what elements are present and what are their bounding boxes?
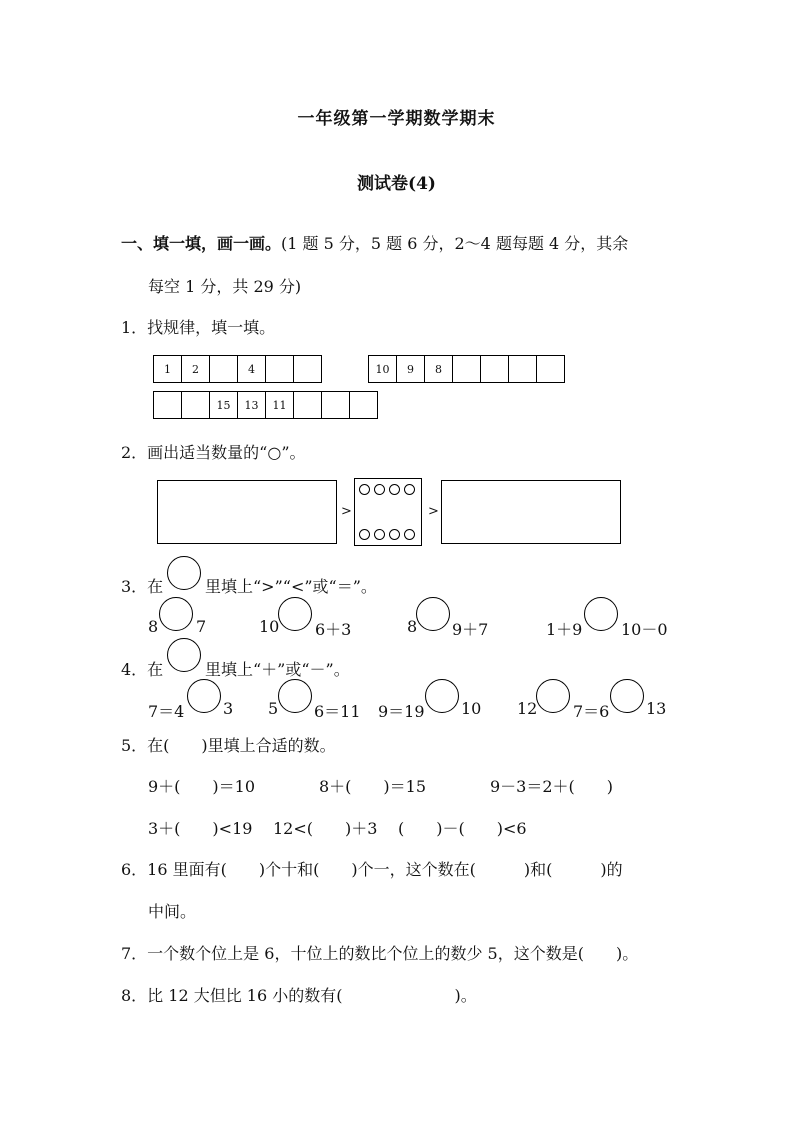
sequence-cell[interactable]: 13 [238, 391, 266, 419]
fill-blank-expr[interactable]: 9－3＝2＋( ) [490, 777, 614, 796]
sequence-cell[interactable] [322, 391, 350, 419]
expr-right: 3 [223, 699, 234, 718]
fill-blank-expr[interactable]: 8＋( )＝15 [319, 777, 427, 796]
fill-blank-expr[interactable]: 3＋( )<19 [148, 819, 253, 838]
sequence-cell[interactable] [182, 391, 210, 419]
question-7[interactable]: 7．一个数个位上是 6，十位上的数比个位上的数少 5，这个数是( )。 [121, 944, 639, 963]
expr-right: 9＋7 [452, 620, 489, 639]
question-4-label-pre: 4．在 [121, 660, 164, 679]
question-4-label-post: 里填上“＋”或“－”。 [205, 660, 350, 679]
operator-answer-circle[interactable] [610, 679, 644, 713]
operator-answer-circle[interactable] [536, 679, 570, 713]
question-2-label: 2．画出适当数量的“○”。 [121, 443, 306, 462]
expr-left: 7＝4 [148, 702, 185, 721]
question-5-label: 5．在( )里填上合适的数。 [121, 736, 336, 755]
expr-left: 1＋9 [546, 620, 583, 639]
sequence-cell[interactable] [453, 355, 481, 383]
sample-circle [389, 529, 400, 540]
sequence-cell[interactable] [537, 355, 565, 383]
sequence-cell[interactable] [481, 355, 509, 383]
expr-mid: 7＝6 [573, 702, 610, 721]
draw-box-right[interactable] [441, 480, 621, 544]
expr-left: 12 [517, 699, 538, 718]
expr-right: 10 [461, 699, 482, 718]
circle-blank-icon [167, 638, 201, 672]
sequence-cell[interactable]: 15 [210, 391, 238, 419]
fill-blank-expr[interactable]: 9＋( )＝10 [148, 777, 256, 796]
expr-left: 5 [268, 699, 279, 718]
sequence-cell[interactable]: 11 [266, 391, 294, 419]
greater-than-sign: > [428, 504, 439, 519]
section-score-note-2: 每空 1 分，共 29 分) [148, 277, 302, 296]
sequence-cell[interactable] [294, 391, 322, 419]
sequence-row-c [153, 391, 378, 419]
sequence-cell[interactable]: 9 [397, 355, 425, 383]
expr-right: 6＝11 [314, 702, 361, 721]
sequence-cell[interactable] [350, 391, 378, 419]
page-subtitle: 测试卷(4) [357, 174, 436, 194]
sequence-cell[interactable]: 1 [154, 355, 182, 383]
sequence-cell[interactable] [210, 355, 238, 383]
operator-answer-circle[interactable] [425, 679, 459, 713]
sample-circle [359, 529, 370, 540]
expr-left: 8 [148, 617, 159, 636]
sequence-row-a [153, 355, 322, 383]
greater-than-sign: > [341, 504, 352, 519]
fill-blank-expr[interactable]: ( )－( )<6 [398, 819, 527, 838]
sequence-cell[interactable]: 2 [182, 355, 210, 383]
expr-right: 10－0 [621, 620, 668, 639]
sequence-cell[interactable] [266, 355, 294, 383]
operator-answer-circle[interactable] [187, 679, 221, 713]
sample-circle [374, 529, 385, 540]
sample-circle [404, 484, 415, 495]
section-score-note: (1 题 5 分，5 题 6 分，2～4 题每题 4 分，其余 [281, 234, 629, 253]
sequence-cell[interactable] [509, 355, 537, 383]
expr-left: 8 [407, 617, 418, 636]
sequence-cell[interactable] [154, 391, 182, 419]
expr-right: 13 [646, 699, 667, 718]
sequence-cell[interactable]: 10 [369, 355, 397, 383]
section-heading [121, 231, 628, 254]
question-6-line-1[interactable]: 6．16 里面有( )个十和( )个一，这个数在( )和( )的 [121, 860, 623, 879]
question-6-line-2: 中间。 [148, 902, 197, 921]
compare-answer-circle[interactable] [416, 597, 450, 631]
sample-circle [359, 484, 370, 495]
question-3-label-pre: 3．在 [121, 577, 164, 596]
sample-circle [374, 484, 385, 495]
expr-right: 6＋3 [315, 620, 352, 639]
expr-right: 7 [196, 617, 207, 636]
sequence-cell[interactable] [294, 355, 322, 383]
sample-circles-box [354, 478, 422, 546]
draw-box-left[interactable] [157, 480, 337, 544]
sample-circle [389, 484, 400, 495]
circle-blank-icon [167, 556, 201, 590]
expr-left: 10 [259, 617, 280, 636]
fill-blank-expr[interactable]: 12<( )＋3 [273, 819, 378, 838]
sample-circle [404, 529, 415, 540]
operator-answer-circle[interactable] [278, 679, 312, 713]
section-title: 一、填一填，画一画。 [121, 234, 282, 253]
compare-answer-circle[interactable] [159, 597, 193, 631]
question-3-label-post: 里填上“>”“<”或“＝”。 [205, 577, 377, 596]
compare-answer-circle[interactable] [584, 597, 618, 631]
compare-answer-circle[interactable] [278, 597, 312, 631]
page-title: 一年级第一学期数学期末 [297, 109, 496, 129]
sequence-cell[interactable]: 4 [238, 355, 266, 383]
question-1-label: 1．找规律，填一填。 [121, 318, 276, 337]
sequence-cell[interactable]: 8 [425, 355, 453, 383]
sequence-row-b [368, 355, 565, 383]
question-8[interactable]: 8．比 12 大但比 16 小的数有( )。 [121, 986, 477, 1005]
expr-left: 9＝19 [378, 702, 425, 721]
